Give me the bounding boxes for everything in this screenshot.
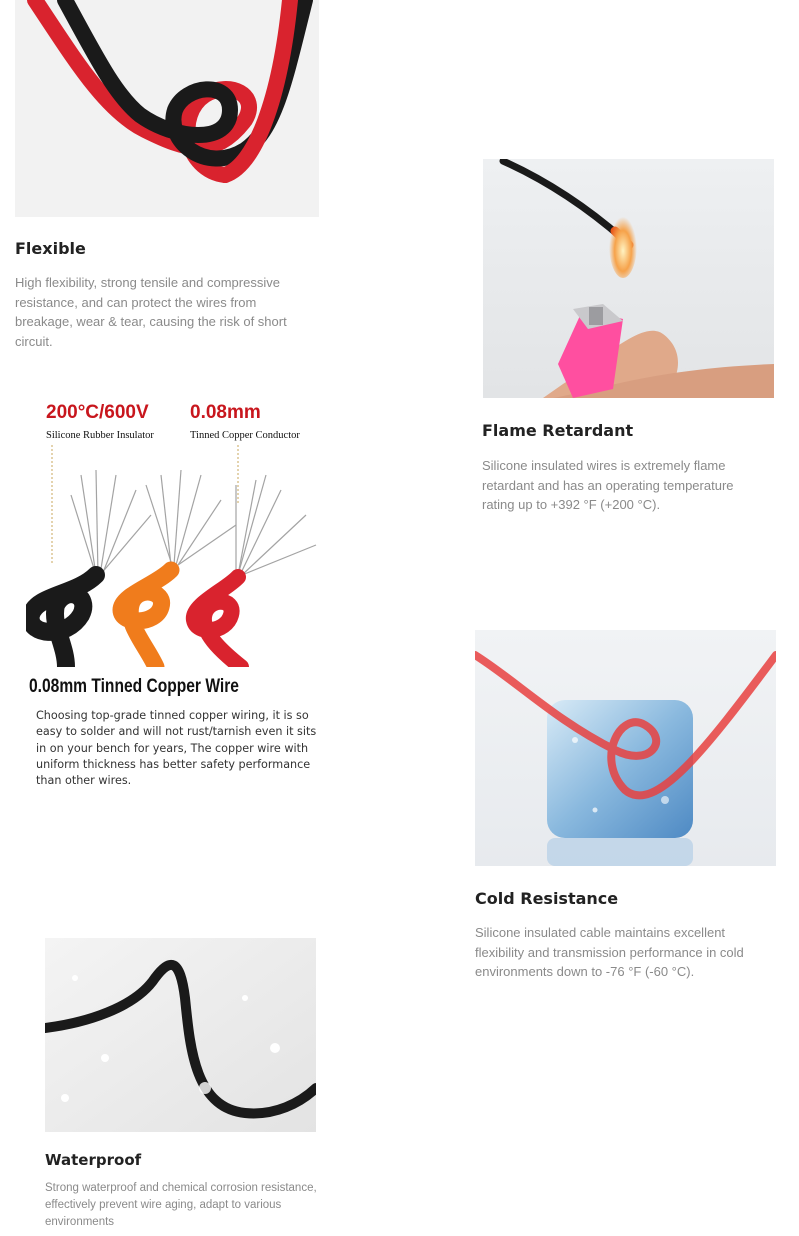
cold-resistance-ice-image xyxy=(475,630,776,866)
waterproof-wire-image xyxy=(45,938,316,1132)
cold-resistance-title: Cold Resistance xyxy=(475,889,619,908)
waterproof-title: Waterproof xyxy=(45,1151,142,1169)
cold-resistance-description: Silicone insulated cable maintains excellent flexibility and transmission performance in cold environments down to -76 °F (-60 °C). xyxy=(475,925,744,979)
flame-retardant-description: Silicone insulated wires is extremely flame retardant and has an operating temperature rating up to +392 °F (+200 °C). xyxy=(482,458,734,512)
flame-retardant-title: Flame Retardant xyxy=(482,421,634,440)
insulator-caption: Silicone Rubber Insulator xyxy=(46,430,154,441)
tinned-copper-description: Choosing top-grade tinned copper wiring, it is so easy to solder and will not rust/tarnish even it sits in on your bench for years, The copper wire with uniform thickness has better safety performance than other wires. xyxy=(36,709,317,788)
flexible-title: Flexible xyxy=(15,239,86,258)
flame-retardant-image xyxy=(483,159,774,398)
tinned-copper-wire-image xyxy=(26,445,322,667)
tinned-copper-title: 0.08mm Tinned Copper Wire xyxy=(29,676,239,697)
conductor-size-spec: 0.08mm xyxy=(190,402,261,423)
temperature-voltage-spec: 200°C/600V xyxy=(46,402,149,423)
flexible-description: High flexibility, strong tensile and compressive resistance, and can protect the wires from breakage, wear & tear, causing the risk of short circuit. xyxy=(15,275,287,349)
conductor-caption: Tinned Copper Conductor xyxy=(190,430,300,441)
flexible-wire-knot-image xyxy=(15,0,319,217)
waterproof-description: Strong waterproof and chemical corrosion resistance, effectively prevent wire aging, adapt to various environments xyxy=(45,1182,317,1228)
